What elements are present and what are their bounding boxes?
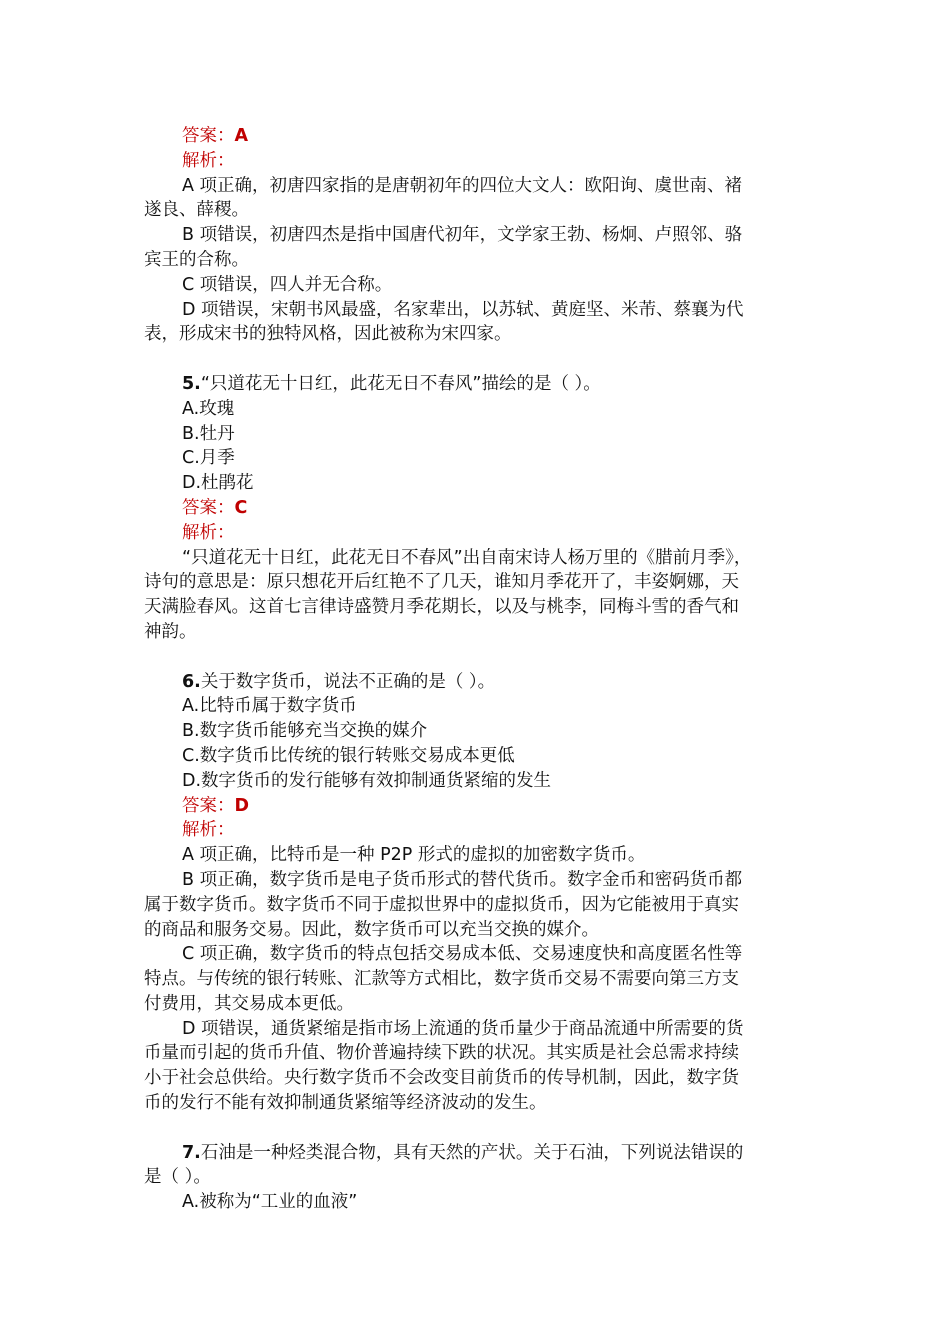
analysis-line: C 项错误，四人并无合称。: [182, 274, 393, 295]
option-c: C.月季: [182, 448, 235, 469]
analysis-line: C 项正确，数字货币的特点包括交易成本低、交易速度快和高度匿名性等: [182, 944, 743, 965]
analysis-line: 小于社会总供给。央行数字货币不会改变目前货币的传导机制，因此，数字货: [144, 1068, 739, 1089]
spacer: [144, 645, 809, 670]
analysis-line: 付费用，其交易成本更低。: [144, 993, 354, 1014]
question-stem: 5.“只道花无十日红，此花无日不春风”描绘的是（ ）。: [182, 373, 601, 394]
answer-value: A: [234, 126, 249, 146]
option-d: D.数字货币的发行能够有效抑制通货紧缩的发生: [182, 770, 552, 791]
analysis-line: 天满脸春风。这首七言律诗盛赞月季花期长，以及与桃李，同梅斗雪的香气和: [144, 597, 739, 618]
question-stem: 7.石油是一种烃类混合物，具有天然的产状。关于石油，下列说法错误的: [182, 1142, 744, 1163]
spacer: [144, 347, 809, 372]
analysis-line: 宾王的合称。: [144, 249, 249, 270]
analysis-line: B 项正确，数字货币是电子货币形式的替代货币。数字金币和密码货币都: [182, 869, 743, 890]
analysis-label: 解析：: [182, 522, 235, 543]
analysis-line: D 项错误，宋朝书风最盛，名家辈出，以苏轼、黄庭坚、米芾、蔡襄为代: [182, 299, 744, 320]
analysis-label: 解析：: [182, 150, 235, 171]
analysis-line: “只道花无十日红，此花无日不春风”出自南宋诗人杨万里的《腊前月季》，: [182, 547, 752, 568]
option-a: A.玫瑰: [182, 398, 235, 419]
option-d: D.杜鹃花: [182, 473, 254, 494]
analysis-line: 遂良、薛稷。: [144, 200, 249, 221]
question-number: 5.: [182, 373, 201, 394]
analysis-line: B 项错误，初唐四杰是指中国唐代初年，文学家王勃、杨炯、卢照邻、骆: [182, 225, 743, 246]
answer-value: C: [234, 497, 248, 518]
content-body: [144, 124, 809, 1215]
option-b: B.数字货币能够充当交换的媒介: [182, 721, 428, 742]
analysis-line: 神韵。: [144, 621, 197, 642]
answer-line: 答案：D: [182, 795, 250, 816]
analysis-label: 解析：: [182, 820, 235, 841]
analysis-line: 的商品和服务交易。因此，数字货币可以充当交换的媒介。: [144, 919, 599, 940]
answer-line: 答案：C: [182, 497, 248, 518]
analysis-line: D 项错误，通货紧缩是指市场上流通的货币量少于商品流通中所需要的货: [182, 1018, 744, 1039]
analysis-line: 币的发行不能有效抑制通货紧缩等经济波动的发生。: [144, 1093, 547, 1114]
question-stem: 6.关于数字货币，说法不正确的是（ ）。: [182, 671, 496, 692]
analysis-line: 特点。与传统的银行转账、汇款等方式相比，数字货币交易不需要向第三方支: [144, 969, 739, 990]
answer-line: 答案：A: [182, 126, 249, 146]
option-b: B.牡丹: [182, 423, 235, 444]
question-number: 6.: [182, 671, 201, 692]
question-number: 7.: [182, 1142, 201, 1163]
analysis-line: 表，形成宋书的独特风格，因此被称为宋四家。: [144, 324, 512, 345]
analysis-line: 币量而引起的货币升值、物价普遍持续下跌的状况。其实质是社会总需求持续: [144, 1043, 739, 1064]
spacer: [144, 1116, 809, 1141]
analysis-line: A 项正确，比特币是一种 P2P 形式的虚拟的加密数字货币。: [182, 845, 646, 866]
analysis-line: 诗句的意思是：原只想花开后红艳不了几天，谁知月季花开了，丰姿婀娜，天: [144, 572, 739, 593]
question-stem-continued: 是（ ）。: [144, 1167, 211, 1188]
analysis-line: A 项正确，初唐四家指的是唐朝初年的四位大文人：欧阳询、虞世南、褚: [182, 175, 743, 196]
option-c: C.数字货币比传统的银行转账交易成本更低: [182, 745, 515, 766]
answer-value: D: [234, 795, 250, 816]
option-a: A.被称为“工业的血液”: [182, 1192, 358, 1213]
option-a: A.比特币属于数字货币: [182, 696, 357, 717]
analysis-line: 属于数字货币。数字货币不同于虚拟世界中的虚拟货币，因为它能被用于真实: [144, 894, 739, 915]
